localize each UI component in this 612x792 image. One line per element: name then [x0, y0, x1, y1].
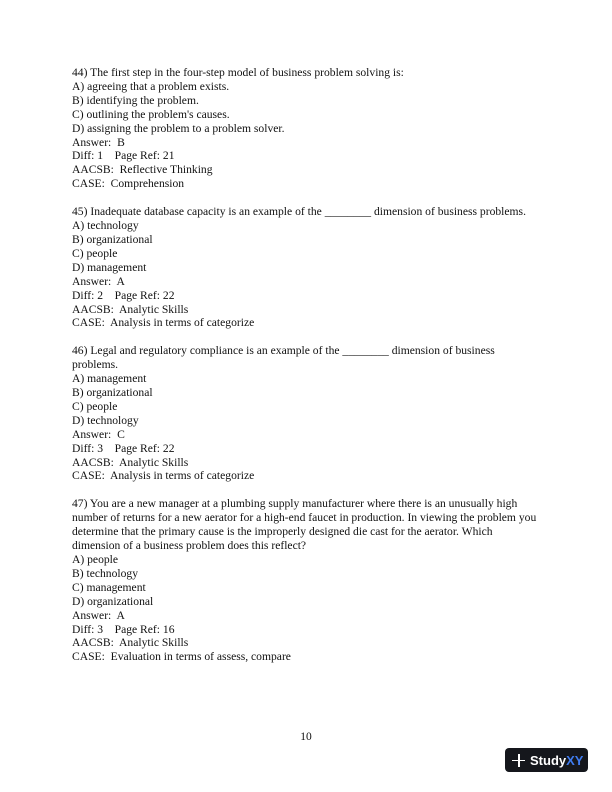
- option-d: D) management: [72, 260, 147, 274]
- watermark-brand-suffix: XY: [566, 752, 584, 768]
- question-list: [72, 66, 542, 664]
- difficulty-line: Diff: 1 Page Ref: 21: [72, 149, 175, 163]
- option-c: C) people: [72, 246, 118, 260]
- case-line: CASE: Evaluation in terms of assess, compare: [72, 650, 291, 664]
- option-c: C) outlining the problem's causes.: [72, 107, 230, 121]
- option-a: A) management: [72, 372, 147, 386]
- watermark-brand-prefix: Study: [530, 752, 567, 768]
- aacsb-line: AACSB: Analytic Skills: [72, 455, 189, 469]
- aacsb-line: AACSB: Reflective Thinking: [72, 163, 213, 177]
- question-stem: 47) You are a new manager at a plumbing supply manufacturer where there is an unusually high number of returns for a new aerator for a high-end faucet in production. In viewing the problem you determine that the primary cause is the improperly designed die cast for the aerator. Which dimension of a business problem does this reflect?: [72, 497, 537, 553]
- difficulty-line: Diff: 2 Page Ref: 22: [72, 288, 175, 302]
- option-b: B) organizational: [72, 232, 153, 246]
- plus-icon: [512, 754, 525, 767]
- option-b: B) organizational: [72, 386, 153, 400]
- difficulty-line: Diff: 3 Page Ref: 22: [72, 441, 175, 455]
- aacsb-line: AACSB: Analytic Skills: [72, 302, 189, 316]
- question-47: [72, 497, 542, 664]
- answer-line: Answer: A: [72, 274, 125, 288]
- question-45: [72, 205, 542, 330]
- aacsb-line: AACSB: Analytic Skills: [72, 636, 189, 650]
- case-line: CASE: Analysis in terms of categorize: [72, 316, 255, 330]
- question-stem: 46) Legal and regulatory compliance is an example of the ________ dimension of business problems.: [72, 344, 495, 372]
- option-d: D) organizational: [72, 594, 154, 608]
- question-stem: 45) Inadequate database capacity is an example of the ________ dimension of business problems.: [72, 205, 526, 219]
- answer-line: Answer: B: [72, 135, 125, 149]
- answer-line: Answer: C: [72, 427, 125, 441]
- option-a: A) people: [72, 553, 119, 566]
- option-b: B) identifying the problem.: [72, 93, 199, 107]
- page-number: 10: [300, 731, 312, 743]
- option-c: C) people: [72, 399, 118, 413]
- option-a: A) technology: [72, 219, 139, 233]
- studyxy-watermark[interactable]: [505, 748, 588, 772]
- option-c: C) management: [72, 580, 146, 594]
- option-b: B) technology: [72, 566, 139, 580]
- question-stem: 44) The first step in the four-step model of business problem solving is:: [72, 66, 404, 79]
- option-a: A) agreeing that a problem exists.: [72, 79, 230, 93]
- option-d: D) assigning the problem to a problem solver.: [72, 121, 285, 135]
- option-d: D) technology: [72, 413, 139, 427]
- question-44: [72, 66, 542, 191]
- question-46: [72, 344, 542, 483]
- case-line: CASE: Comprehension: [72, 177, 185, 191]
- case-line: CASE: Analysis in terms of categorize: [72, 469, 255, 483]
- difficulty-line: Diff: 3 Page Ref: 16: [72, 622, 175, 636]
- answer-line: Answer: A: [72, 608, 125, 622]
